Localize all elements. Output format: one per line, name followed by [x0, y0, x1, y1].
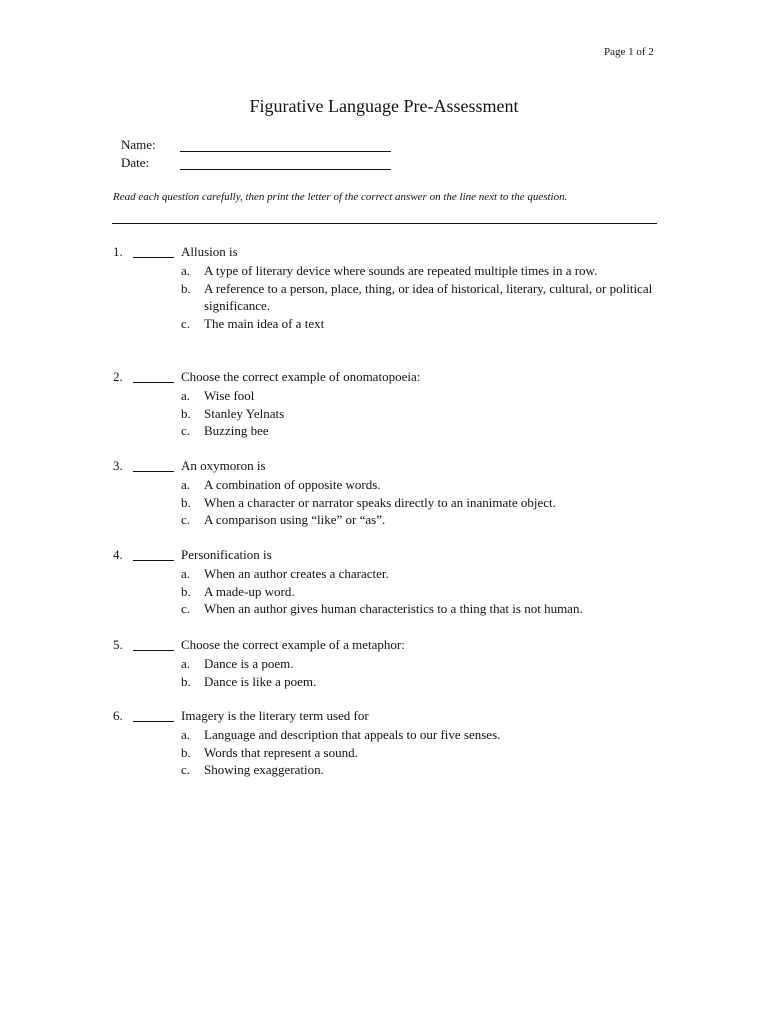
option-text: Dance is a poem.	[204, 656, 294, 671]
date-label: Date:	[121, 155, 150, 170]
option-letter: a.	[181, 727, 191, 742]
answer-blank	[133, 382, 174, 383]
option-a	[181, 262, 658, 280]
option-c	[181, 511, 658, 529]
question-4	[113, 547, 658, 618]
page-number: Page 1 of 2	[604, 46, 654, 58]
option-a	[181, 726, 658, 744]
option-c	[181, 600, 658, 618]
page-title: Figurative Language Pre-Assessment	[249, 96, 519, 116]
question-1	[113, 244, 658, 332]
option-letter: b.	[181, 583, 191, 599]
answer-blank	[133, 257, 174, 258]
question-text: Choose the correct example of onomatopoeia:	[181, 369, 421, 384]
option-text: Dance is like a poem.	[204, 673, 317, 689]
option-letter: a.	[181, 566, 191, 581]
question-text: Personification is	[181, 547, 272, 562]
option-text: When an author gives human characteristics to a thing that is not human.	[204, 601, 583, 616]
question-2	[113, 369, 658, 440]
name-line	[180, 151, 391, 152]
name-label: Name:	[121, 137, 156, 152]
question-number: 5.	[113, 637, 123, 652]
option-letter: a.	[181, 263, 191, 278]
option-letter: b.	[181, 405, 191, 421]
question-number: 6.	[113, 708, 123, 723]
option-c	[181, 315, 658, 333]
date-line	[180, 169, 391, 170]
option-text: Words that represent a sound.	[204, 744, 358, 760]
option-text: A type of literary device where sounds are repeated multiple times in a row.	[204, 263, 598, 278]
option-a	[181, 655, 658, 673]
answer-blank	[133, 721, 174, 722]
option-b	[181, 673, 658, 691]
option-letter: c.	[181, 423, 191, 438]
option-a	[181, 476, 658, 494]
option-letter: a.	[181, 656, 191, 671]
option-text: Stanley Yelnats	[204, 405, 285, 421]
option-b	[181, 494, 658, 512]
option-text: A reference to a person, place, thing, or idea of historical, literary, cultural, or political significance.	[204, 280, 653, 313]
option-letter: c.	[181, 762, 191, 777]
option-letter: b.	[181, 744, 191, 760]
option-letter: b.	[181, 673, 191, 689]
option-text: Language and description that appeals to our five senses.	[204, 727, 501, 742]
option-text: A comparison using “like” or “as”.	[204, 512, 386, 527]
question-6	[113, 708, 658, 779]
option-text: Showing exaggeration.	[204, 762, 324, 777]
option-text: When a character or narrator speaks directly to an inanimate object.	[204, 494, 556, 510]
option-c	[181, 422, 658, 440]
question-3	[113, 458, 658, 529]
question-text: Allusion is	[181, 244, 238, 259]
question-text: Choose the correct example of a metaphor:	[181, 637, 405, 652]
option-text: The main idea of a text	[204, 315, 325, 331]
option-b	[181, 583, 658, 601]
option-b	[181, 280, 658, 315]
answer-blank	[133, 471, 174, 472]
option-text: A made-up word.	[204, 583, 295, 599]
answer-blank	[133, 560, 174, 561]
option-text: Wise fool	[204, 388, 255, 403]
option-a	[181, 565, 658, 583]
question-5	[113, 637, 658, 690]
question-number: 1.	[113, 244, 123, 259]
answer-blank	[133, 650, 174, 651]
option-letter: a.	[181, 477, 191, 492]
option-letter: b.	[181, 494, 191, 510]
option-letter: a.	[181, 388, 191, 403]
option-b	[181, 405, 658, 423]
option-text: A combination of opposite words.	[204, 477, 381, 492]
option-letter: c.	[181, 512, 191, 527]
question-text: An oxymoron is	[181, 458, 266, 473]
option-letter: c.	[181, 315, 191, 331]
option-a	[181, 387, 658, 405]
option-text: Buzzing bee	[204, 423, 269, 438]
option-letter: b.	[181, 280, 191, 296]
option-text: When an author creates a character.	[204, 566, 389, 581]
divider	[112, 223, 657, 224]
option-c	[181, 761, 658, 779]
question-number: 3.	[113, 458, 123, 473]
question-number: 4.	[113, 547, 123, 562]
instructions: Read each question carefully, then print the letter of the correct answer on the line next to the question.	[113, 191, 568, 203]
question-number: 2.	[113, 369, 123, 384]
question-text: Imagery is the literary term used for	[181, 708, 369, 723]
option-letter: c.	[181, 601, 191, 616]
option-b	[181, 744, 658, 762]
